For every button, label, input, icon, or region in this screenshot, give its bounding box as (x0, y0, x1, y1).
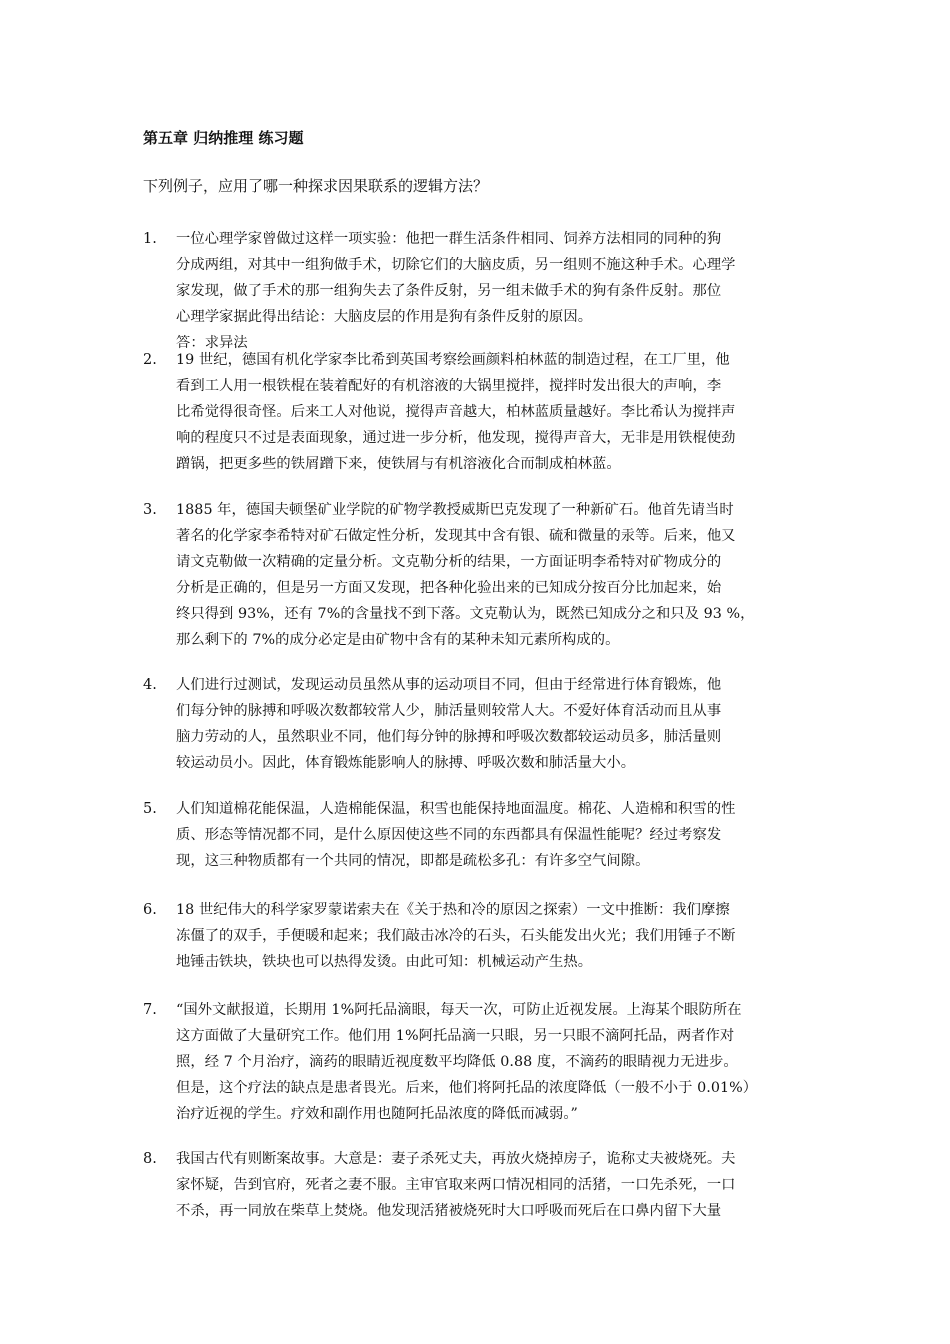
page-title: 第五章 归纳推理 练习题 (143, 129, 304, 147)
item-line: 冻僵了的双手，手便暖和起来；我们敲击冰冷的石头，石头能发出火光；我们用锤子不断 (176, 928, 736, 944)
item-line: 人们知道棉花能保温，人造棉能保温，积雪也能保持地面温度。棉花、人造棉和积雪的性 (176, 801, 736, 817)
item-text (176, 672, 816, 776)
item-line: 们每分钟的脉搏和呼吸次数都较常人少，肺活量则较常人大。不爱好体育活动而且从事 (176, 703, 722, 719)
item-text (176, 226, 816, 356)
item-line: 家怀疑，告到官府，死者之妻不服。主审官取来两口情况相同的活猪，一口先杀死，一口 (176, 1177, 736, 1193)
item-line: 家发现，做了手术的那一组狗失去了条件反射，另一组未做手术的狗有条件反射。那位 (176, 283, 722, 299)
item-line: 这方面做了大量研究工作。他们用 1%阿托品滴一只眼，另一只眼不滴阿托品，两者作对 (176, 1028, 735, 1044)
item-text (176, 897, 816, 975)
item-line: 一位心理学家曾做过这样一项实验：他把一群生活条件相同、饲养方法相同的同种的狗 (176, 231, 722, 247)
item-text (176, 1146, 816, 1224)
item-line: 看到工人用一根铁棍在装着配好的有机溶液的大锅里搅拌，搅拌时发出很大的声响，李 (176, 378, 722, 394)
intro-question: 下列例子，应用了哪一种探求因果联系的逻辑方法？ (143, 177, 489, 195)
item-line: 现，这三种物质都有一个共同的情况，即都是疏松多孔：有许多空气间隙。 (176, 853, 650, 869)
item-line: 不杀，再一同放在柴草上焚烧。他发现活猪被烧死时大口呼吸而死后在口鼻内留下大量 (176, 1203, 722, 1219)
item-line: 人们进行过测试，发现运动员虽然从事的运动项目不同，但由于经常进行体育锻炼，他 (176, 677, 722, 693)
item-line: 照，经 7 个月治疗，滴药的眼睛近视度数平均降低 0.88 度，不滴药的眼睛视力无进步。 (176, 1054, 738, 1070)
item-line: 较运动员小。因此，体育锻炼能影响人的脉搏、呼吸次数和肺活量大小。 (176, 755, 636, 771)
item-line: 治疗近视的学生。疗效和副作用也随阿托品浓度的降低而减弱。” (176, 1106, 578, 1122)
answer-line: 答：求异法 (176, 335, 248, 351)
item-line: 18 世纪伟大的科学家罗蒙诺索夫在《关于热和冷的原因之探索）一文中推断：我们摩擦 (176, 902, 730, 918)
item-line: 请文克勒做一次精确的定量分析。文克勒分析的结果，一方面证明李希特对矿物成分的 (176, 554, 722, 570)
item-text (176, 796, 816, 874)
item-line: 分成两组，对其中一组狗做手术，切除它们的大脑皮质，另一组则不施这种手术。心理学 (176, 257, 736, 273)
item-line: 心理学家据此得出结论：大脑皮层的作用是狗有条件反射的原因。 (176, 309, 593, 325)
item-number: 3. (143, 502, 157, 518)
item-line: 质、形态等情况都不同，是什么原因使这些不同的东西都具有保温性能呢？经过考察发 (176, 827, 722, 843)
item-line: 终只得到 93%，还有 7%的含量找不到下落。文克勒认为，既然已知成分之和只及 93 %， (176, 606, 755, 622)
item-number: 1. (143, 231, 157, 247)
item-number: 4. (143, 677, 157, 693)
item-line: 那么剩下的 7%的成分必定是由矿物中含有的某种未知元素所构成的。 (176, 632, 620, 648)
item-number: 2. (143, 352, 157, 368)
item-number: 5. (143, 801, 157, 817)
item-line: 地锤击铁块，铁块也可以热得发烫。由此可知：机械运动产生热。 (176, 954, 593, 970)
item-line: 我国古代有则断案故事。大意是：妻子杀死丈夫，再放火烧掉房子，诡称丈夫被烧死。夫 (176, 1151, 736, 1167)
item-line: 19 世纪，德国有机化学家李比希到英国考察绘画颜料柏林蓝的制造过程，在工厂里，他 (176, 352, 730, 368)
item-line: “国外文献报道，长期用 1%阿托品滴眼，每天一次，可防止近视发展。上海某个眼防所在 (176, 1002, 742, 1018)
item-line: 响的程度只不过是表面现象，通过进一步分析，他发现，搅得声音大，无非是用铁棍使劲 (176, 430, 736, 446)
item-number: 7. (143, 1002, 157, 1018)
item-text (176, 497, 816, 653)
item-line: 脑力劳动的人，虽然职业不同，他们每分钟的脉搏和呼吸次数都较运动员多，肺活量则 (176, 729, 722, 745)
item-line: 但是，这个疗法的缺点是患者畏光。后来，他们将阿托品的浓度降低（一般不小于 0.01%） (176, 1080, 758, 1096)
item-text (176, 347, 816, 477)
item-line: 1885 年，德国夫顿堡矿业学院的矿物学教授威斯巴克发现了一种新矿石。他首先请当时 (176, 502, 734, 518)
item-number: 6. (143, 902, 157, 918)
item-text (176, 997, 816, 1127)
item-line: 比希觉得很奇怪。后来工人对他说，搅得声音越大，柏林蓝质量越好。李比希认为搅拌声 (176, 404, 736, 420)
item-line: 著名的化学家李希特对矿石做定性分析，发现其中含有银、硫和微量的汞等。后来，他又 (176, 528, 736, 544)
item-line: 蹭锅，把更多些的铁屑蹭下来，使铁屑与有机溶液化合而制成柏林蓝。 (176, 456, 621, 472)
item-line: 分析是正确的，但是另一方面又发现，把各种化验出来的已知成分按百分比加起来，始 (176, 580, 722, 596)
item-number: 8. (143, 1151, 157, 1167)
